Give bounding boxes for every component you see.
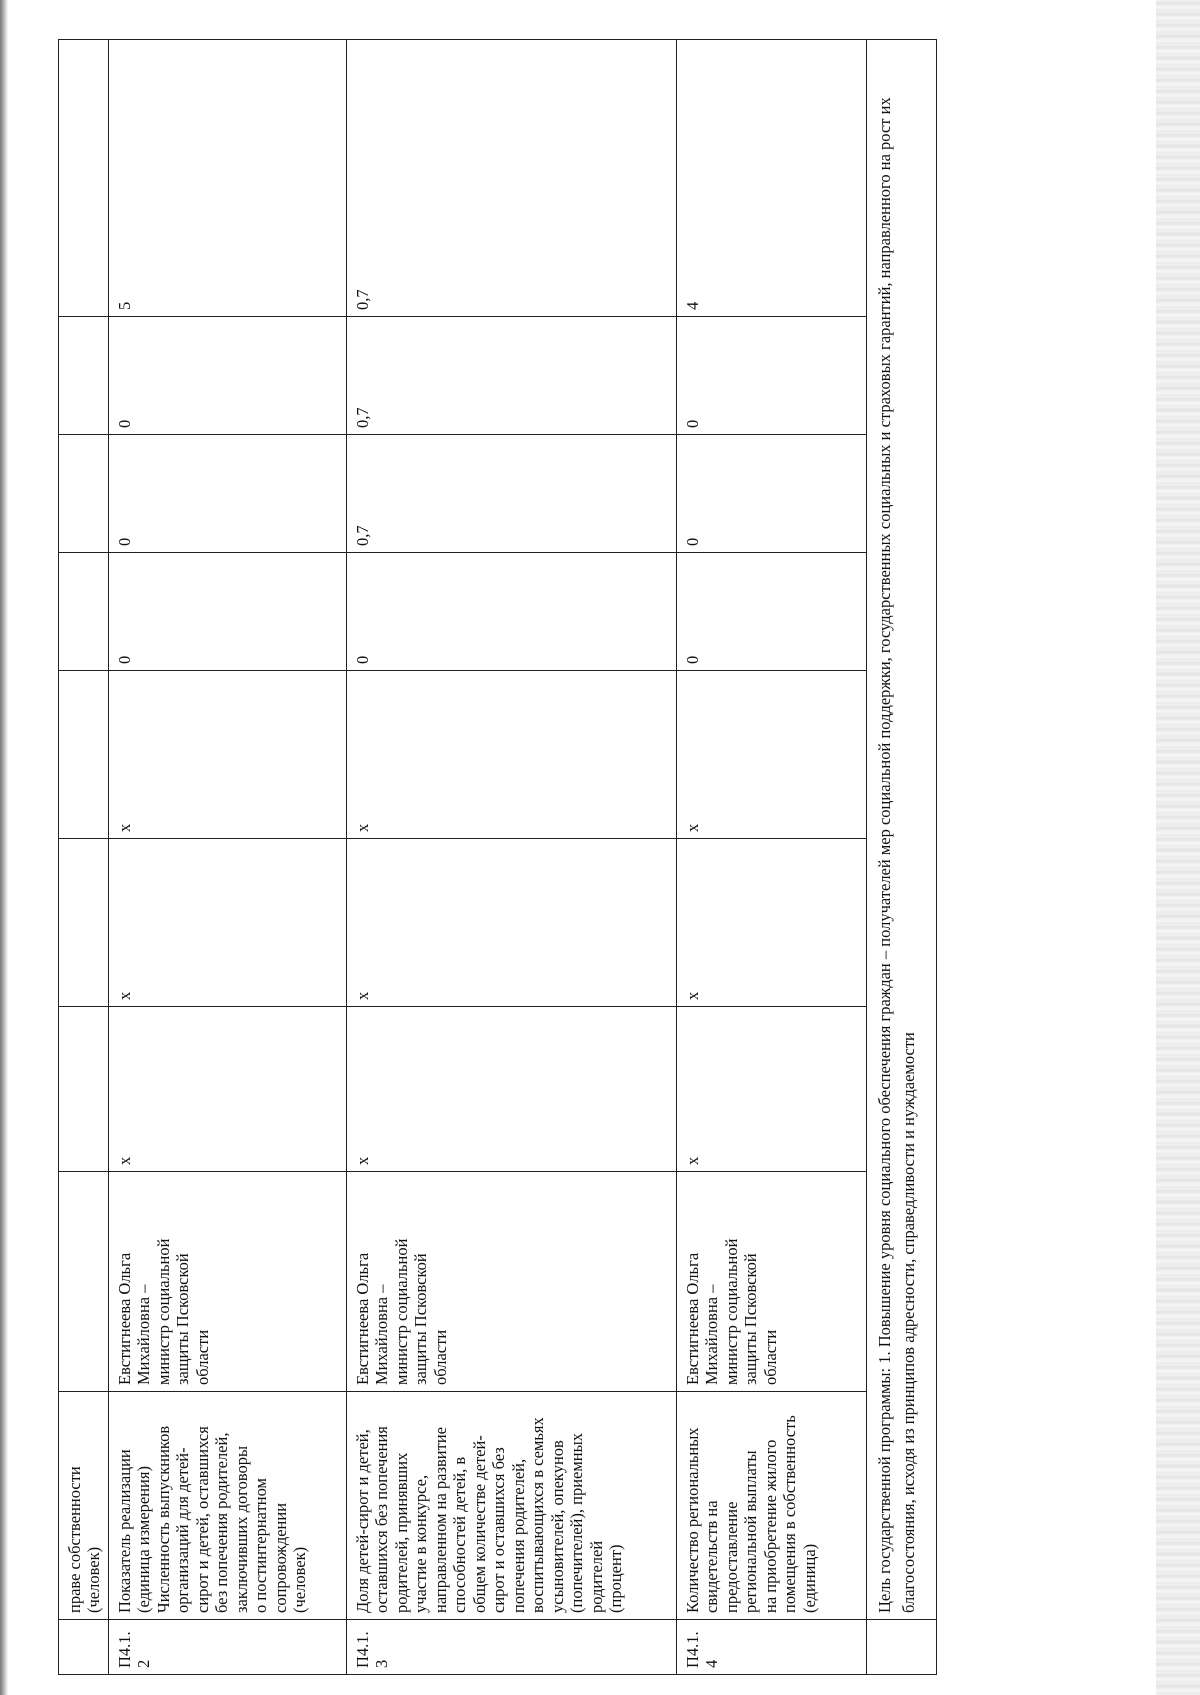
row-value-1: 0 [346,553,676,671]
row-value-4: 0,7 [346,40,676,317]
row-x-3: х [108,671,346,839]
row-x-2: х [346,839,676,1007]
row-value-1: 0 [676,553,866,671]
row-x-1: х [346,1007,676,1172]
program-goal-text: Цель государственной программы: 1. Повышение уровня социального обеспечения граждан – получателей мер социальной поддержки, государственных социальных и страховых гарантий, направленного на рост их благосостояния, исходя из принципов адресности, справедливости и нуждаемости [866,40,936,1620]
row-x-1: х [676,1007,866,1172]
row-value-3: 0 [108,317,346,435]
row-x-3: х [676,671,866,839]
row-code: П4.1.4 [676,1620,866,1675]
scan-edge-left [0,0,8,1695]
row-indicator: Количество региональных свидетельств на предоставление региональной выплаты на приобретение жилого помещения в собственность (единица) [676,1392,866,1620]
row-responsible: Евстигнеева Ольга Михайловна – министр социальной защиты Псковской области [346,1172,676,1392]
table-row [108,40,346,1675]
indicator-continuation-cell: праве собственности (человек) [59,1392,109,1620]
row-value-1: 0 [108,553,346,671]
table-row [676,40,866,1675]
row-value-4: 5 [108,40,346,317]
goal-code-empty [866,1620,936,1675]
goal-row [866,40,936,1675]
table-row-continuation [59,40,109,1675]
row-value-2: 0 [108,435,346,553]
row-x-1: х [108,1007,346,1172]
row-x-2: х [108,839,346,1007]
row-value-2: 0,7 [346,435,676,553]
row-value-3: 0,7 [346,317,676,435]
row-x-2: х [676,839,866,1007]
row-responsible: Евстигнеева Ольга Михайловна – министр социальной защиты Псковской области [676,1172,866,1392]
row-value-4: 4 [676,40,866,317]
row-x-3: х [346,671,676,839]
row-responsible: Евстигнеева Ольга Михайловна – министр социальной защиты Псковской области [108,1172,346,1392]
row-indicator: Показатель реализации (единица измерения) Численность выпускников организаций для детей- сирот и детей, оставшихся без попечения родителей, заключивших договоры о постинтернатном сопровождении (человек) [108,1392,346,1620]
row-value-3: 0 [676,317,866,435]
row-code: П4.1.2 [108,1620,346,1675]
rotated-page [58,0,1143,1695]
row-indicator: Доля детей-сирот и детей, оставшихся без попечения родителей, принявших участие в конкурсе, направленном на развитие способностей детей, в общем количестве детей- сирот и оставшихся без попечения родителей, воспитывающихся в семьях усыновителей, опекунов (попечителей), приемных родителей (процент) [346,1392,676,1620]
code-cell-empty [59,1620,109,1675]
indicators-table [58,39,937,1675]
row-value-2: 0 [676,435,866,553]
table-row [346,40,676,1675]
scan-edge-right [1156,0,1200,1695]
row-code: П4.1.3 [346,1620,676,1675]
